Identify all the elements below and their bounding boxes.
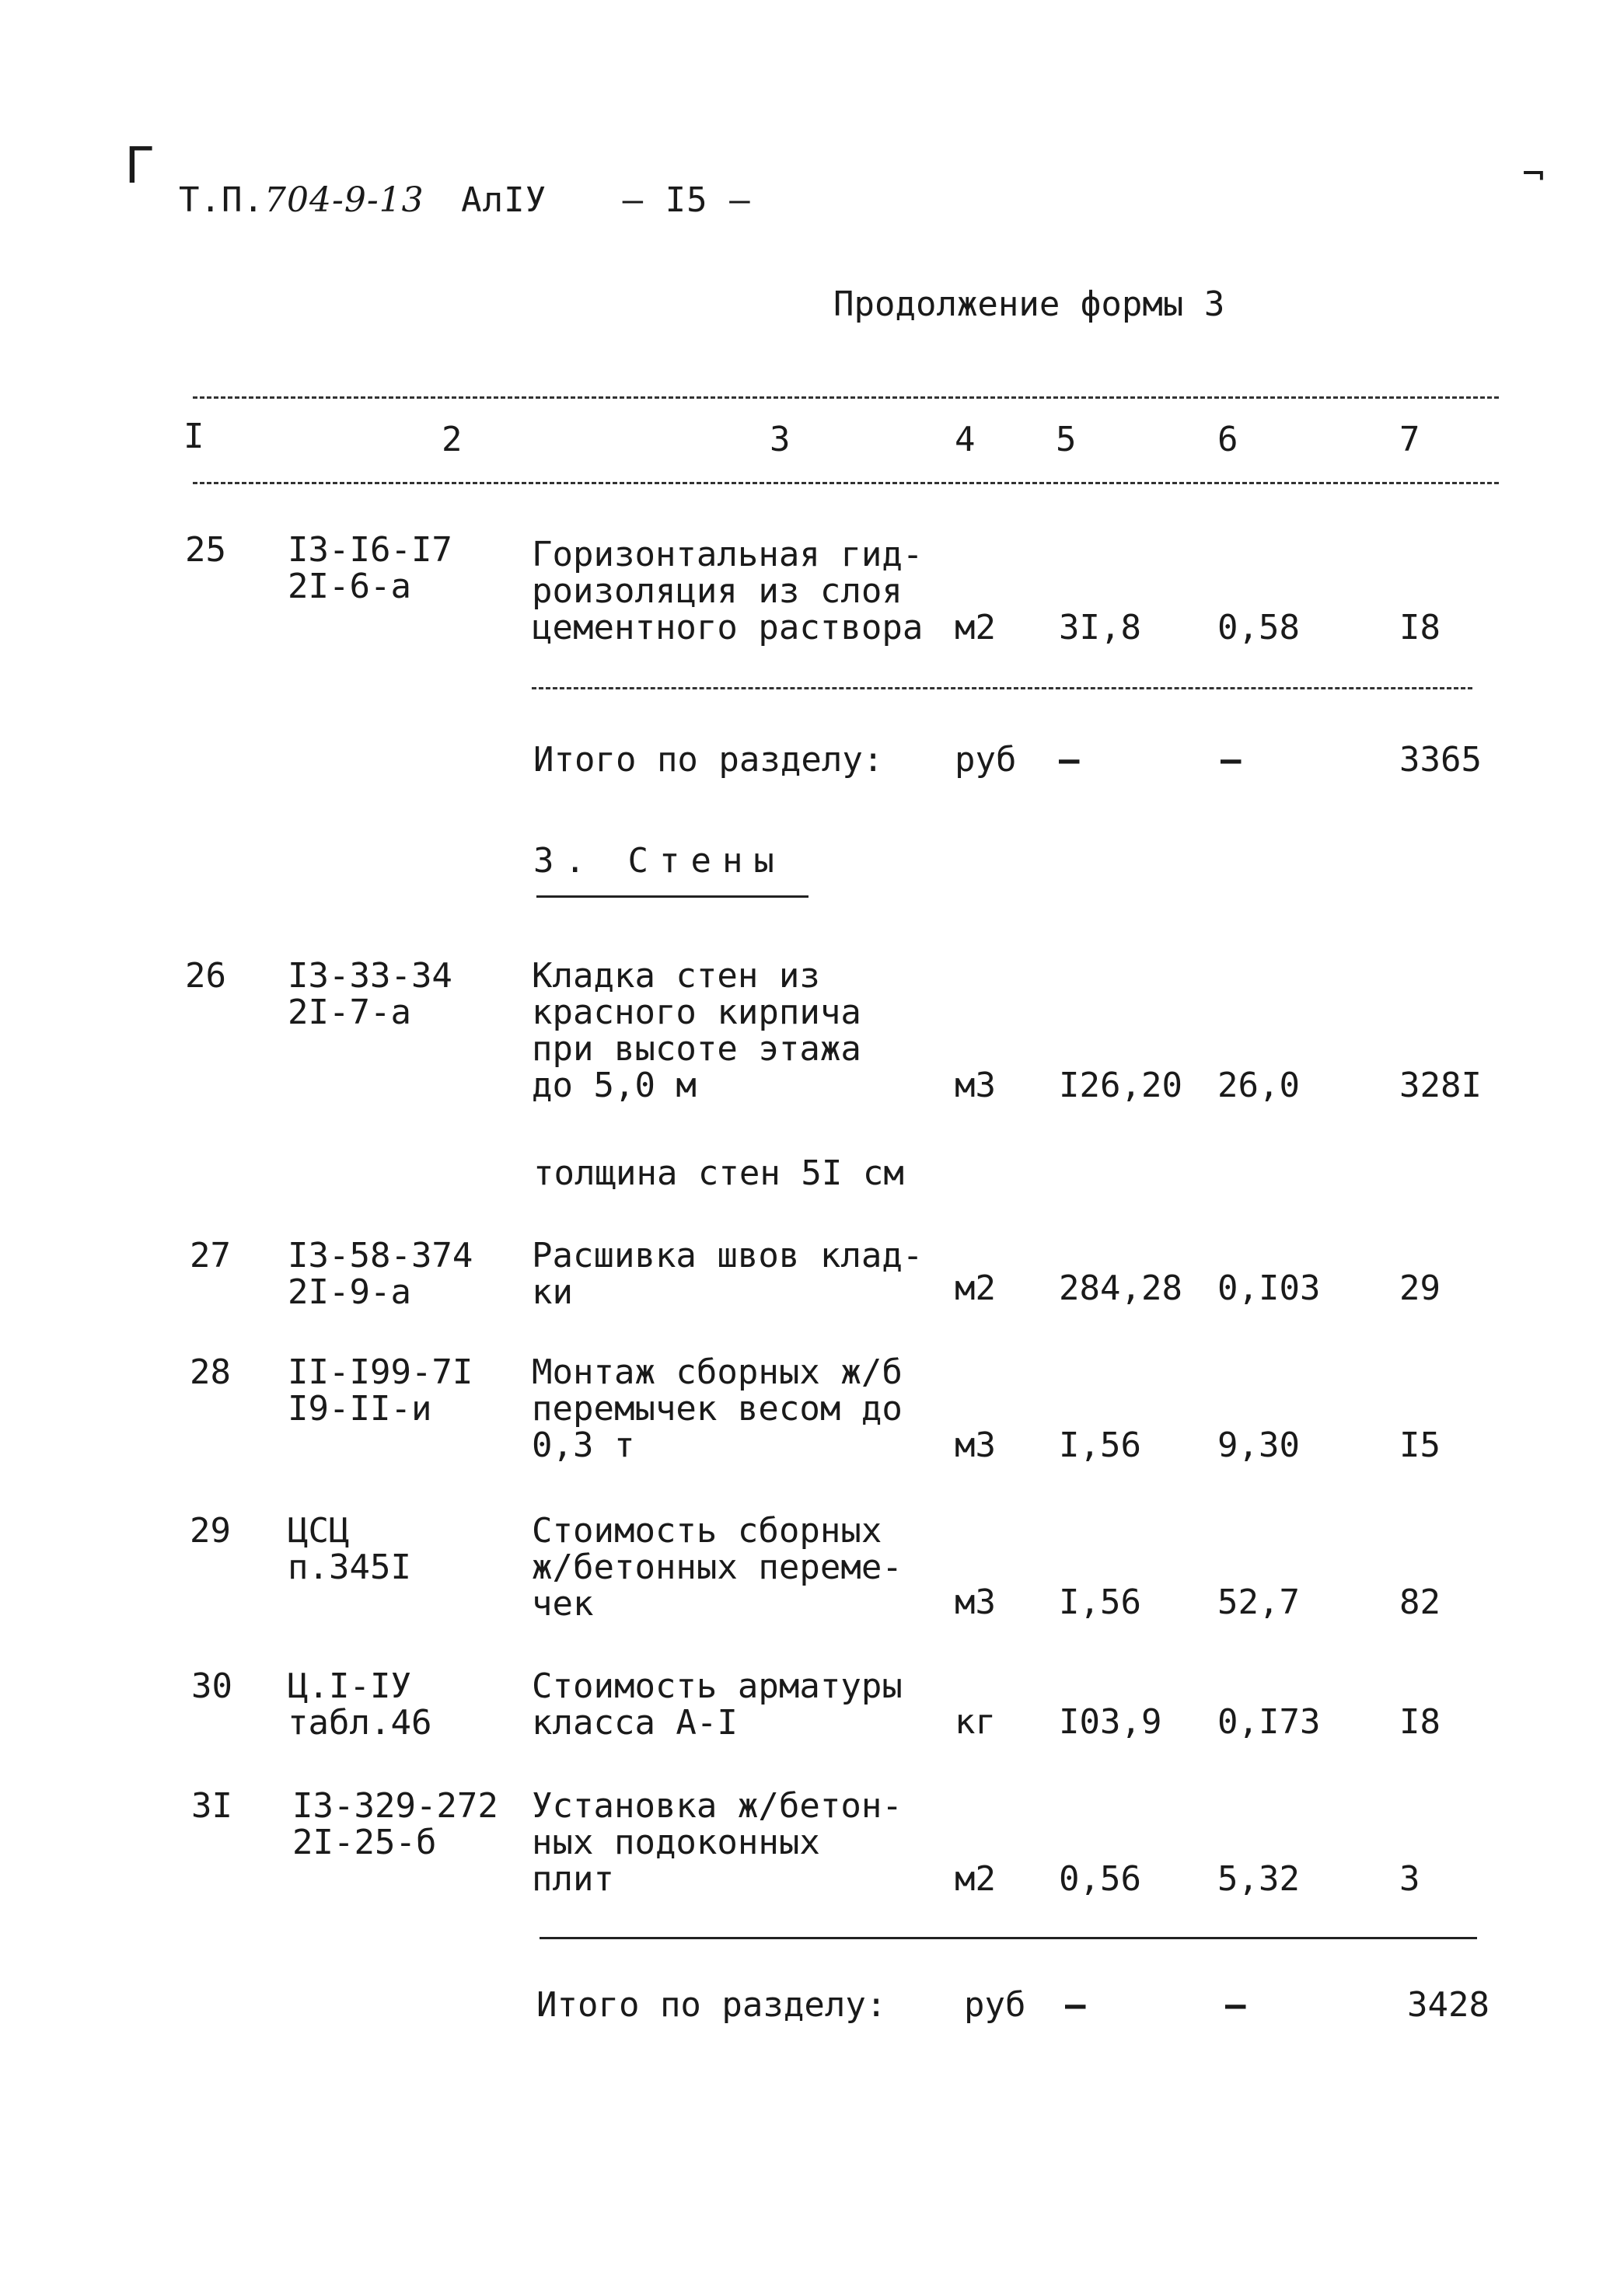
row-separator-rule — [532, 687, 1472, 689]
row-quantity: I03,9 — [1059, 1702, 1162, 1742]
row-description: Стоимость сборных ж/бетонных переме- чек — [532, 1511, 903, 1624]
table-top-rule — [193, 396, 1499, 399]
subtotal-total: 3365 — [1399, 740, 1482, 780]
section-heading: 3. Стены — [533, 841, 785, 881]
row-description: Кладка стен из красного кирпича при высоте этажа до 5,0 м — [532, 956, 861, 1105]
row-code: I3-329-272 2I-25-б — [292, 1786, 498, 1862]
row-unit: м3 — [955, 1066, 996, 1105]
row-description: Монтаж сборных ж/б перемычек весом до 0,3 т — [532, 1352, 903, 1465]
row-code: I3-33-34 2I-7-а — [288, 956, 452, 1032]
row-unit: м2 — [955, 1268, 996, 1308]
row-total: 3 — [1399, 1859, 1420, 1899]
subtotal-quantity: – — [1065, 1985, 1086, 2025]
row-unit: м3 — [955, 1582, 996, 1622]
wall-thickness-note: толщина стен 5I см — [533, 1153, 904, 1193]
subtotal-unit: руб — [955, 740, 1017, 780]
row-unit: м2 — [955, 608, 996, 647]
row-unit-price: 5,32 — [1217, 1859, 1300, 1899]
row-unit-price: 52,7 — [1217, 1582, 1300, 1622]
row-description: Стоимость арматуры класса А-I — [532, 1666, 903, 1743]
document-header — [179, 180, 751, 220]
row-number: 26 — [185, 956, 226, 996]
subtotal-unit: руб — [964, 1985, 1026, 2025]
row-description: Расшивка швов клад- ки — [532, 1236, 924, 1312]
section-heading-underline — [536, 895, 808, 898]
row-total: I5 — [1399, 1425, 1441, 1465]
doc-number: 704-9-13 — [264, 180, 424, 220]
row-total: 29 — [1399, 1268, 1441, 1308]
page-number: — I5 — — [622, 180, 751, 220]
row-total: I8 — [1399, 608, 1441, 647]
corner-mark-left: Г — [124, 138, 155, 195]
row-total: 82 — [1399, 1582, 1441, 1622]
row-unit-price: 0,I03 — [1217, 1268, 1321, 1308]
column-header-4: 4 — [955, 420, 976, 459]
row-unit: кг — [955, 1702, 996, 1742]
row-total: I8 — [1399, 1702, 1441, 1742]
form-continuation-title: Продолжение формы 3 — [833, 284, 1225, 324]
row-quantity: 3I,8 — [1059, 608, 1141, 647]
row-description: Установка ж/бетон- ных подоконных плит — [532, 1786, 903, 1899]
row-unit-price: 9,30 — [1217, 1425, 1300, 1465]
row-quantity: I,56 — [1059, 1582, 1141, 1622]
row-code: II-I99-7I I9-II-и — [288, 1352, 473, 1429]
row-quantity: 284,28 — [1059, 1268, 1182, 1308]
row-quantity: I26,20 — [1059, 1066, 1182, 1105]
row-code: I3-58-374 2I-9-а — [288, 1236, 473, 1312]
subtotal-label: Итого по разделу: — [536, 1985, 887, 2025]
row-unit: м3 — [955, 1425, 996, 1465]
row-number: 27 — [190, 1236, 231, 1275]
row-code: I3-I6-I7 2I-6-а — [288, 530, 452, 606]
album-label: АлIУ — [461, 180, 547, 220]
column-header-7: 7 — [1399, 420, 1420, 459]
row-total: 328I — [1399, 1066, 1482, 1105]
row-unit-price: 26,0 — [1217, 1066, 1300, 1105]
column-header-3: 3 — [770, 420, 791, 459]
row-number: 28 — [190, 1352, 231, 1392]
row-number: 25 — [185, 530, 226, 570]
row-code: Ц.I-IУ табл.46 — [288, 1666, 432, 1743]
row-number: 3I — [191, 1786, 232, 1826]
subtotal-quantity: – — [1059, 740, 1080, 780]
column-header-1: I — [183, 417, 204, 456]
subtotal-label: Итого по разделу: — [533, 740, 884, 780]
row-quantity: I,56 — [1059, 1425, 1141, 1465]
corner-mark-right: ¬ — [1522, 152, 1545, 196]
row-number: 30 — [191, 1666, 232, 1706]
column-header-2: 2 — [442, 420, 463, 459]
column-header-6: 6 — [1217, 420, 1238, 459]
section-total-rule — [540, 1937, 1477, 1939]
subtotal-price: – — [1221, 740, 1242, 780]
row-quantity: 0,56 — [1059, 1859, 1141, 1899]
subtotal-total: 3428 — [1407, 1985, 1490, 2025]
row-code: ЦСЦ п.345I — [288, 1511, 411, 1587]
subtotal-price: – — [1225, 1985, 1246, 2025]
row-unit: м2 — [955, 1859, 996, 1899]
row-number: 29 — [190, 1511, 231, 1551]
row-unit-price: 0,58 — [1217, 608, 1300, 647]
doc-prefix: Т.П. — [179, 180, 264, 220]
table-header-bottom-rule — [193, 482, 1499, 484]
row-description: Горизонтальная гид- роизоляция из слоя цементного раствора — [532, 535, 924, 647]
row-unit-price: 0,I73 — [1217, 1702, 1321, 1742]
column-header-5: 5 — [1056, 420, 1077, 459]
